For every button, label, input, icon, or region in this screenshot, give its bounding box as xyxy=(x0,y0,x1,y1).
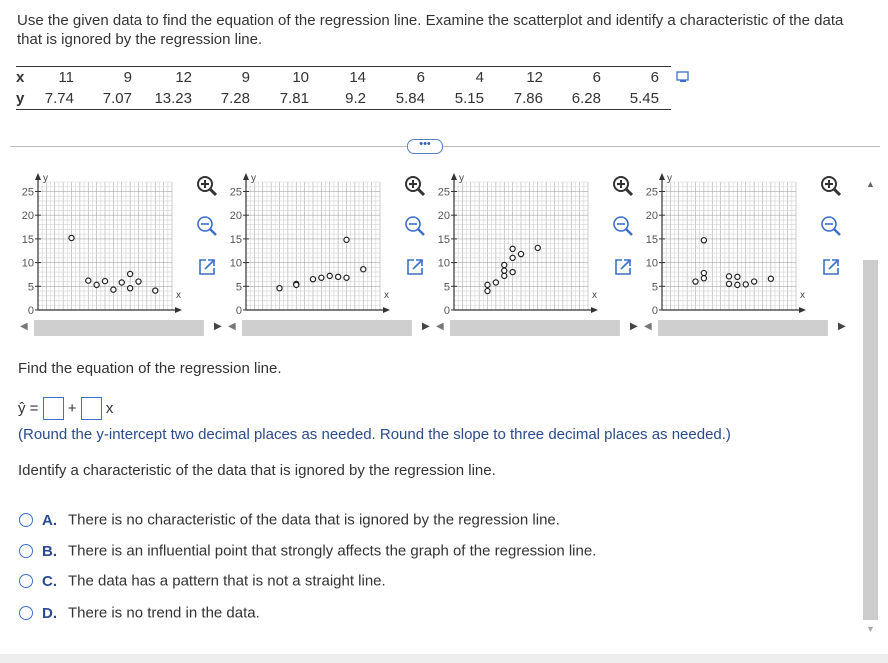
y-cell: 5.84 xyxy=(366,88,425,110)
y-tick-label: 15 xyxy=(437,233,450,246)
y-cell: 7.07 xyxy=(74,88,132,110)
y-tick-label: 0 xyxy=(27,305,34,317)
scroll-left-icon[interactable]: ◀ xyxy=(436,321,444,332)
zoom-in-icon[interactable] xyxy=(404,175,426,197)
data-point xyxy=(136,279,141,284)
zoom-out-icon[interactable] xyxy=(404,215,426,237)
x-variable-label: x xyxy=(105,400,114,417)
y-tick-label: 15 xyxy=(21,233,34,246)
data-point xyxy=(518,251,523,256)
x-cell: 12 xyxy=(132,67,192,89)
data-point xyxy=(510,246,515,251)
popout-icon[interactable] xyxy=(404,256,426,278)
separator xyxy=(10,146,880,147)
data-point xyxy=(86,278,91,283)
x-cell: 6 xyxy=(543,67,601,89)
scatterplot xyxy=(20,170,196,320)
data-point xyxy=(128,286,133,291)
y-tick-label: 10 xyxy=(229,257,242,270)
rounding-hint: (Round the y-intercept two decimal places as needed. Round the slope to three decimal places as needed.) xyxy=(18,426,731,443)
bottom-bar xyxy=(0,654,888,663)
data-point xyxy=(361,267,366,272)
option-letter: B. xyxy=(42,542,57,560)
x-cell: 4 xyxy=(425,67,484,89)
y-tick-label: 5 xyxy=(27,281,34,294)
scroll-right-icon[interactable]: ▶ xyxy=(630,321,638,332)
zoom-out-icon[interactable] xyxy=(612,215,634,237)
y-axis-arrow xyxy=(659,173,665,180)
horizontal-scrollbar[interactable] xyxy=(228,318,436,338)
y-tick-label: 25 xyxy=(21,186,34,199)
y-axis-label: y xyxy=(459,173,464,184)
scroll-thumb[interactable] xyxy=(34,320,204,336)
data-point xyxy=(735,274,740,279)
data-point xyxy=(752,279,757,284)
scatterplot-panel-a[interactable] xyxy=(20,170,222,340)
scroll-down-icon[interactable]: ▼ xyxy=(866,624,875,634)
option-b[interactable] xyxy=(19,542,596,562)
option-text: There is no characteristic of the data that is ignored by the regression line. xyxy=(68,511,560,529)
y-cell: 9.2 xyxy=(309,88,366,110)
data-point xyxy=(327,273,332,278)
y-row xyxy=(16,88,671,110)
data-point xyxy=(502,273,507,278)
x-row-label: x xyxy=(16,67,34,89)
data-point xyxy=(344,275,349,280)
scroll-left-icon[interactable]: ◀ xyxy=(20,321,28,332)
scroll-thumb[interactable] xyxy=(658,320,828,336)
x-cell: 14 xyxy=(309,67,366,89)
y-tick-label: 25 xyxy=(437,186,450,199)
x-axis-label: x xyxy=(592,290,597,301)
y-tick-label: 20 xyxy=(21,210,34,223)
x-axis-arrow xyxy=(175,307,182,313)
scatterplot-panel-d[interactable] xyxy=(644,170,846,340)
scatterplot xyxy=(436,170,612,320)
x-cell: 12 xyxy=(484,67,543,89)
data-point xyxy=(153,288,158,293)
data-point xyxy=(726,281,731,286)
question-regression: Find the equation of the regression line. xyxy=(18,360,282,377)
data-point xyxy=(726,274,731,279)
y-tick-label: 20 xyxy=(229,210,242,223)
y-tick-label: 10 xyxy=(437,257,450,270)
y-tick-label: 20 xyxy=(645,210,658,223)
y-tick-label: 25 xyxy=(229,186,242,199)
option-text: There is an influential point that strongly affects the graph of the regression line. xyxy=(68,542,597,560)
scroll-left-icon[interactable]: ◀ xyxy=(228,321,236,332)
scroll-thumb[interactable] xyxy=(242,320,412,336)
scroll-thumb[interactable] xyxy=(450,320,620,336)
scroll-right-icon[interactable]: ▶ xyxy=(214,321,222,332)
y-cell: 7.81 xyxy=(250,88,309,110)
data-point xyxy=(735,282,740,287)
copy-table-icon[interactable] xyxy=(676,71,690,83)
x-axis-arrow xyxy=(799,307,806,313)
popout-icon[interactable] xyxy=(820,256,842,278)
data-point xyxy=(277,286,282,291)
y-cell: 7.28 xyxy=(192,88,250,110)
y-tick-label: 25 xyxy=(645,186,658,199)
question-characteristic: Identify a characteristic of the data that is ignored by the regression line. xyxy=(18,462,496,479)
y-tick-label: 5 xyxy=(443,281,450,294)
option-letter: C. xyxy=(42,572,57,590)
radio-icon[interactable] xyxy=(19,544,33,558)
equals-sign: = xyxy=(29,400,39,417)
data-point xyxy=(485,288,490,293)
zoom-in-icon[interactable] xyxy=(196,175,218,197)
option-letter: A. xyxy=(42,511,57,529)
data-point xyxy=(319,275,324,280)
horizontal-scrollbar[interactable] xyxy=(436,318,644,338)
y-axis-label: y xyxy=(43,173,48,184)
data-point xyxy=(743,282,748,287)
scatterplot-panel-b[interactable] xyxy=(228,170,430,340)
y-axis-label: y xyxy=(667,173,672,184)
data-point xyxy=(111,287,116,292)
y-tick-label: 10 xyxy=(21,257,34,270)
y-tick-label: 0 xyxy=(651,305,658,317)
scroll-up-icon[interactable]: ▲ xyxy=(866,179,875,189)
x-cell: 10 xyxy=(250,67,309,89)
y-tick-label: 0 xyxy=(443,305,450,317)
scroll-left-icon[interactable]: ◀ xyxy=(644,321,652,332)
data-point xyxy=(693,279,698,284)
y-axis-arrow xyxy=(243,173,249,180)
y-axis-label: y xyxy=(251,173,256,184)
data-table xyxy=(16,66,671,110)
y-cell: 5.15 xyxy=(425,88,484,110)
zoom-out-icon[interactable] xyxy=(820,215,842,237)
radio-icon[interactable] xyxy=(19,606,33,620)
data-point xyxy=(493,280,498,285)
horizontal-scrollbar[interactable] xyxy=(644,318,852,338)
y-tick-label: 0 xyxy=(235,305,242,317)
data-point xyxy=(701,238,706,243)
data-point xyxy=(102,278,107,283)
data-point xyxy=(119,280,124,285)
y-cell: 13.23 xyxy=(132,88,192,110)
y-tick-label: 20 xyxy=(437,210,450,223)
more-button[interactable]: ••• xyxy=(407,139,443,154)
x-axis-label: x xyxy=(800,290,805,301)
scatterplot xyxy=(644,170,820,320)
data-point xyxy=(502,268,507,273)
vertical-scrollbar[interactable] xyxy=(862,176,880,638)
x-cell: 9 xyxy=(192,67,250,89)
data-point xyxy=(344,237,349,242)
intercept-input[interactable] xyxy=(43,397,64,420)
scatterplot-panel-c[interactable] xyxy=(436,170,638,340)
x-cell: 11 xyxy=(34,67,74,89)
data-point xyxy=(701,276,706,281)
slope-input[interactable] xyxy=(81,397,102,420)
y-row-label: y xyxy=(16,88,34,110)
scroll-thumb[interactable] xyxy=(863,260,878,620)
popout-icon[interactable] xyxy=(612,256,634,278)
zoom-out-icon[interactable] xyxy=(196,215,218,237)
plus-sign: + xyxy=(67,400,77,417)
data-point xyxy=(310,277,315,282)
y-tick-label: 5 xyxy=(235,281,242,294)
y-tick-label: 15 xyxy=(645,233,658,246)
data-point xyxy=(768,276,773,281)
data-point xyxy=(485,282,490,287)
y-tick-label: 10 xyxy=(645,257,658,270)
scatterplot xyxy=(228,170,404,320)
data-point xyxy=(510,255,515,260)
y-cell: 7.74 xyxy=(34,88,74,110)
y-cell: 6.28 xyxy=(543,88,601,110)
y-axis-arrow xyxy=(35,173,41,180)
y-hat-label: ŷ xyxy=(18,400,26,417)
y-tick-label: 15 xyxy=(229,233,242,246)
radio-icon[interactable] xyxy=(19,513,33,527)
data-point xyxy=(510,269,515,274)
x-row xyxy=(16,67,671,89)
data-point xyxy=(69,235,74,240)
data-point xyxy=(94,282,99,287)
option-letter: D. xyxy=(42,604,57,622)
data-point xyxy=(535,245,540,250)
zoom-in-icon[interactable] xyxy=(612,175,634,197)
x-axis-label: x xyxy=(176,290,181,301)
x-cell: 9 xyxy=(74,67,132,89)
x-cell: 6 xyxy=(601,67,671,89)
x-axis-arrow xyxy=(383,307,390,313)
x-cell: 6 xyxy=(366,67,425,89)
zoom-in-icon[interactable] xyxy=(820,175,842,197)
instructions: Use the given data to find the equation of the regression line. Examine the scatterplot and identify a characteristic of the data that is ignored by the regression line. xyxy=(17,12,844,48)
x-axis-label: x xyxy=(384,290,389,301)
popout-icon[interactable] xyxy=(196,256,218,278)
option-d[interactable] xyxy=(19,604,260,624)
equation-entry xyxy=(18,397,113,421)
data-point xyxy=(502,262,507,267)
option-a[interactable] xyxy=(19,511,560,531)
radio-icon[interactable] xyxy=(19,574,33,588)
data-point xyxy=(128,271,133,276)
horizontal-scrollbar[interactable] xyxy=(20,318,228,338)
y-axis-arrow xyxy=(451,173,457,180)
data-point xyxy=(701,270,706,275)
y-cell: 5.45 xyxy=(601,88,671,110)
data-point xyxy=(336,274,341,279)
scroll-right-icon[interactable]: ▶ xyxy=(838,321,846,332)
scroll-right-icon[interactable]: ▶ xyxy=(422,321,430,332)
y-cell: 7.86 xyxy=(484,88,543,110)
option-text: The data has a pattern that is not a straight line. xyxy=(68,572,386,590)
y-tick-label: 5 xyxy=(651,281,658,294)
data-point xyxy=(294,282,299,287)
option-c[interactable] xyxy=(19,572,386,592)
option-text: There is no trend in the data. xyxy=(68,604,260,622)
x-axis-arrow xyxy=(591,307,598,313)
